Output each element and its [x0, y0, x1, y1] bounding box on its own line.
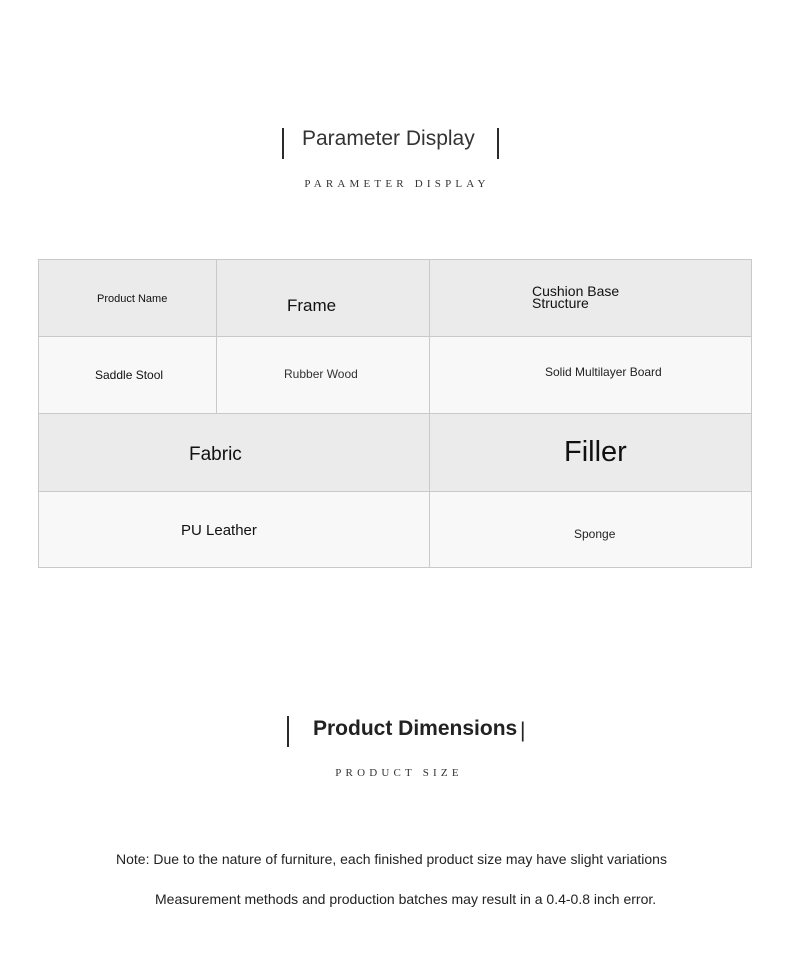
- product-dimensions-title-suffix: |: [520, 719, 526, 742]
- table-row: [39, 414, 751, 491]
- table-divider: [39, 336, 751, 337]
- table-divider: [39, 413, 751, 414]
- filler-value: Sponge: [574, 527, 616, 541]
- table-divider: [216, 260, 217, 413]
- fabric-value: PU Leather: [181, 522, 257, 539]
- fabric-label: Fabric: [189, 444, 242, 465]
- note-line-1: Note: Due to the nature of furniture, each finished product size may have slight variations: [116, 851, 667, 867]
- heading-left-bar: [282, 128, 284, 159]
- heading-left-bar: [287, 716, 289, 747]
- product-name-label: Product Name: [97, 293, 168, 305]
- cushion-label-line2: Structure: [532, 295, 589, 311]
- table-divider: [39, 491, 751, 492]
- note-line-2: Measurement methods and production batches may result in a 0.4-0.8 inch error.: [155, 891, 657, 907]
- heading-right-bar: [497, 128, 499, 159]
- filler-label: Filler: [564, 436, 627, 468]
- cushion-label-line1: Cushion Base: [532, 283, 620, 299]
- cushion-value: Solid Multilayer Board: [545, 365, 662, 379]
- frame-label: Frame: [287, 296, 337, 315]
- parameter-table: [38, 259, 752, 568]
- product-name-value: Saddle Stool: [95, 368, 164, 382]
- cushion-base-structure-label: [532, 285, 619, 309]
- frame-value: Rubber Wood: [284, 367, 358, 381]
- product-size-subtitle: PRODUCT SIZE: [335, 767, 463, 779]
- parameter-display-subtitle: PARAMETER DISPLAY: [304, 178, 490, 190]
- parameter-display-title: Parameter Display: [302, 127, 475, 150]
- table-row: [39, 492, 751, 567]
- table-divider: [429, 260, 430, 567]
- product-dimensions-title: Product Dimensions: [313, 717, 518, 740]
